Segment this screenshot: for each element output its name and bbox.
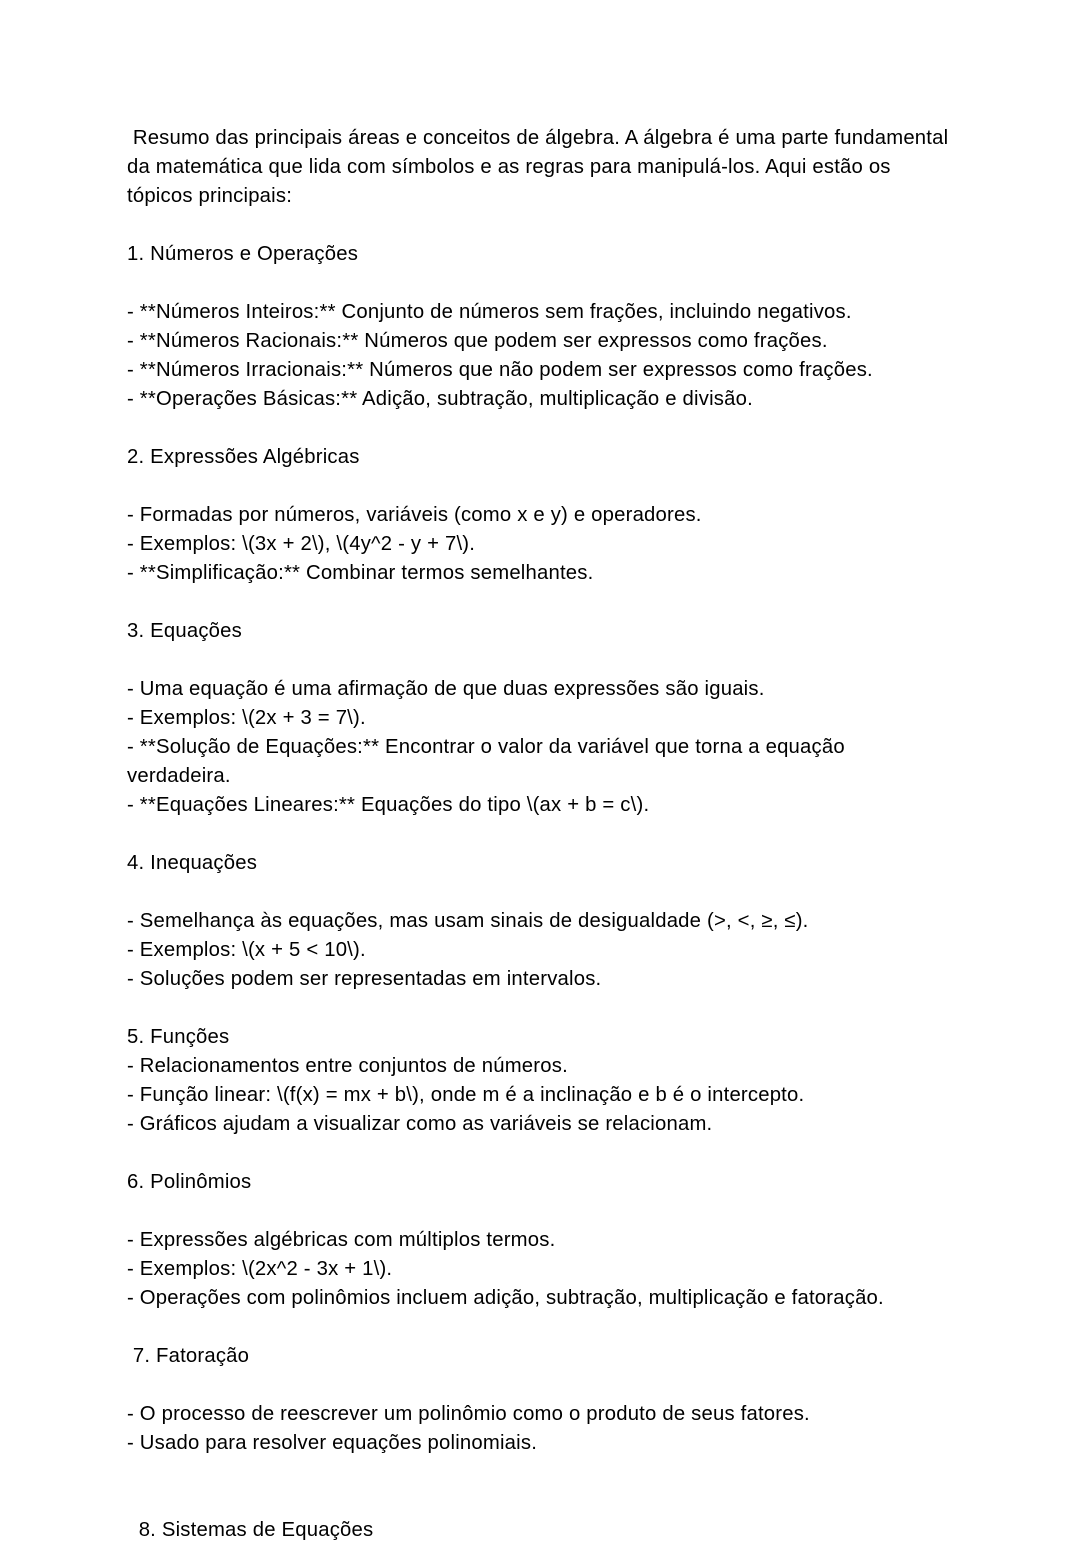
section-5-bullet: - Função linear: \(f(x) = mx + b\), onde m é a inclinação e b é o intercepto. — [127, 1084, 805, 1106]
section-heading-2: 2. Expressões Algébricas — [127, 446, 360, 468]
section-6-bullet: - Operações com polinômios incluem adição, subtração, multiplicação e fatoração. — [127, 1287, 884, 1309]
blank-line — [127, 994, 949, 1023]
blank-line — [127, 1487, 949, 1516]
blank-line — [127, 1313, 949, 1342]
section-heading-1: 1. Números e Operações — [127, 243, 359, 265]
blank-line — [127, 211, 949, 240]
section-7-bullet: - Usado para resolver equações polinomiais. — [127, 1432, 538, 1454]
section-2-bullet: - Exemplos: \(3x + 2\), \(4y^2 - y + 7\). — [127, 533, 476, 555]
section-7-bullet: - O processo de reescrever um polinômio como o produto de seus fatores. — [127, 1403, 810, 1425]
section-2-bullet: - Formadas por números, variáveis (como x e y) e operadores. — [127, 504, 702, 526]
document-text-body — [127, 124, 955, 1545]
blank-line — [127, 820, 949, 849]
section-4-bullet: - Semelhança às equações, mas usam sinais de desigualdade (>, <, ≥, ≤). — [127, 910, 809, 932]
section-heading-4: 4. Inequações — [127, 852, 258, 874]
blank-line — [127, 878, 949, 907]
section-heading-3: 3. Equações — [127, 620, 242, 642]
blank-line — [127, 1458, 949, 1487]
section-3-bullet: - **Equações Lineares:** Equações do tipo \(ax + b = c\). — [127, 794, 650, 816]
blank-line — [127, 1197, 949, 1226]
section-1-bullet: - **Números Inteiros:** Conjunto de números sem frações, incluindo negativos. — [127, 301, 852, 323]
section-6-bullet: - Expressões algébricas com múltiplos termos. — [127, 1229, 556, 1251]
section-6-bullet: - Exemplos: \(2x^2 - 3x + 1\). — [127, 1258, 393, 1280]
section-3-bullet: - Uma equação é uma afirmação de que duas expressões são iguais. — [127, 678, 765, 700]
section-1-bullet: - **Números Racionais:** Números que podem ser expressos como frações. — [127, 330, 828, 352]
section-5-bullet: - Relacionamentos entre conjuntos de números. — [127, 1055, 568, 1077]
blank-line — [127, 588, 949, 617]
section-heading-8: 8. Sistemas de Equações — [127, 1519, 374, 1541]
blank-line — [127, 414, 949, 443]
blank-line — [127, 269, 949, 298]
section-heading-6: 6. Polinômios — [127, 1171, 252, 1193]
blank-line — [127, 1371, 949, 1400]
section-5-bullet: - Gráficos ajudam a visualizar como as variáveis se relacionam. — [127, 1113, 713, 1135]
section-heading-5: 5. Funções — [127, 1026, 230, 1048]
blank-line — [127, 646, 949, 675]
section-1-bullet: - **Números Irracionais:** Números que não podem ser expressos como frações. — [127, 359, 873, 381]
blank-line — [127, 1139, 949, 1168]
intro-paragraph: Resumo das principais áreas e conceitos de álgebra. A álgebra é uma parte fundamental da matemática que lida com símbolos e as regras para manipulá-los. Aqui estão os tópicos principais: — [127, 127, 955, 207]
section-1-bullet: - **Operações Básicas:** Adição, subtração, multiplicação e divisão. — [127, 388, 753, 410]
section-4-bullet: - Exemplos: \(x + 5 < 10\). — [127, 939, 366, 961]
section-2-bullet: - **Simplificação:** Combinar termos semelhantes. — [127, 562, 594, 584]
section-heading-7: 7. Fatoração — [127, 1345, 250, 1367]
section-3-bullet: - **Solução de Equações:** Encontrar o valor da variável que torna a equação verdadeira. — [127, 736, 851, 787]
section-3-bullet: - Exemplos: \(2x + 3 = 7\). — [127, 707, 366, 729]
blank-line — [127, 472, 949, 501]
section-4-bullet: - Soluções podem ser representadas em intervalos. — [127, 968, 602, 990]
